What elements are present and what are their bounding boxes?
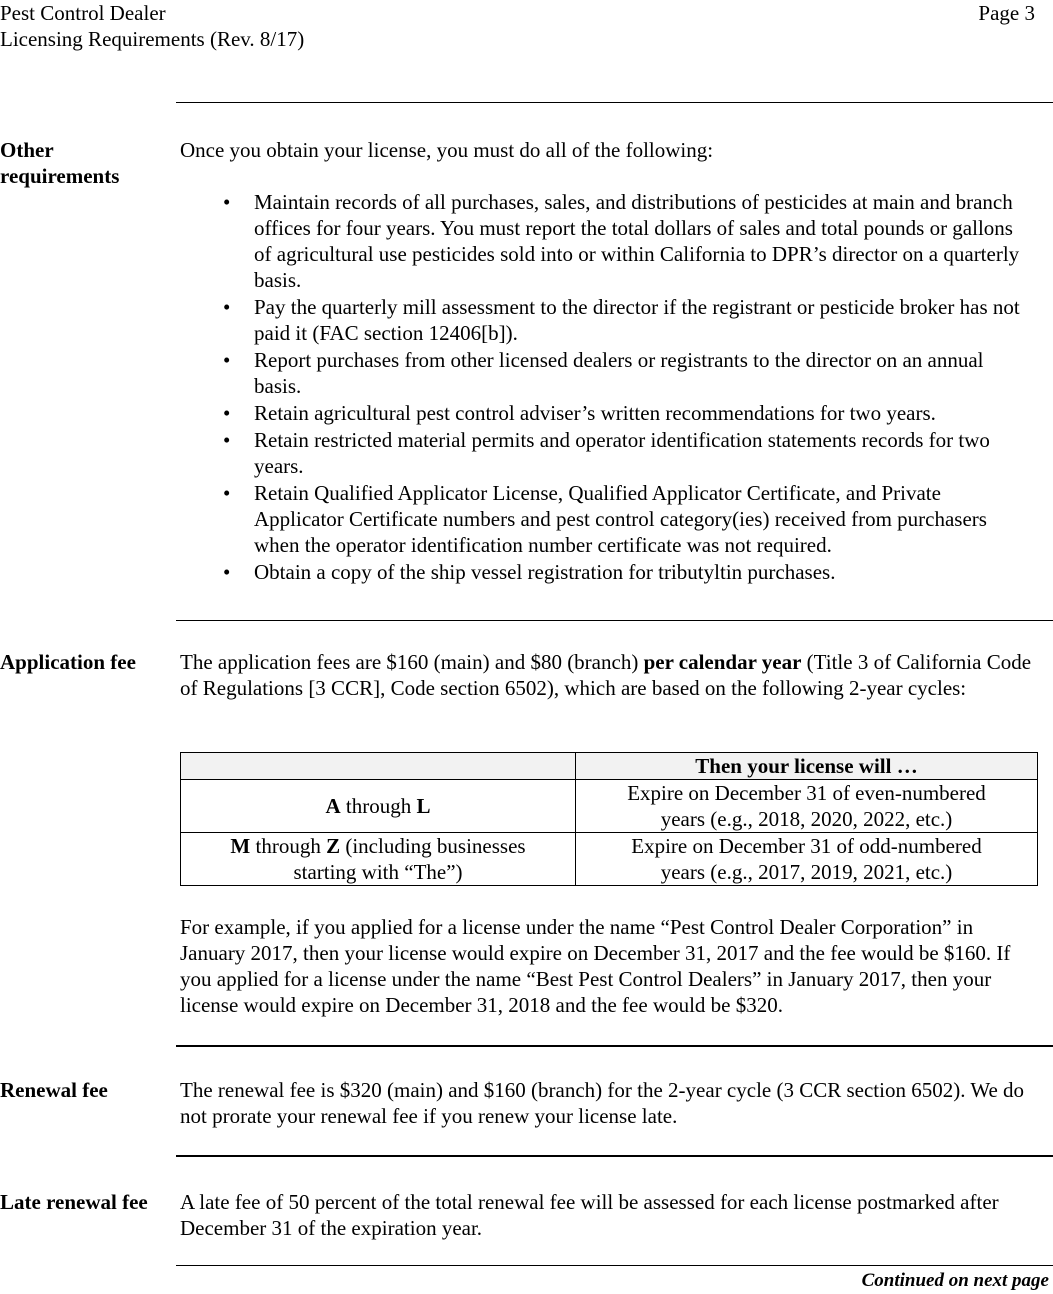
application-fee-paragraph: The application fees are $160 (main) and $80 (branch) per calendar year (Title 3 of California Code of Regulations [3 CCR], Code section 6502), which are based on the following 2-year cycles: — [180, 650, 1032, 700]
list-item: • Pay the quarterly mill assessment to the director if the registrant or pesticide broker has not paid it (FAC section 12406[b]). — [180, 294, 1034, 346]
section-label-renewal-fee: Renewal fee — [0, 1078, 108, 1102]
table-cell: Expire on December 31 of odd-numbered years (e.g., 2017, 2019, 2021, etc.) — [576, 833, 1038, 886]
table-header-row — [181, 753, 1038, 780]
section-application-fee — [180, 649, 1040, 701]
list-item: • Retain restricted material permits and operator identification statements records for two years. — [180, 427, 1034, 479]
section-label-late-renewal-fee: Late renewal fee — [0, 1190, 148, 1214]
document-title: Pest Control Dealer — [0, 1, 166, 25]
license-expiration-table — [180, 752, 1038, 886]
list-item: • Report purchases from other licensed dealers or registrants to the director on an annual basis. — [180, 347, 1034, 399]
application-fee-example: For example, if you applied for a license under the name “Pest Control Dealer Corporation” in January 2017, then your license would expire on December 31, 2017 and the fee would be $160. If you applied for a license under the name “Best Pest Control Dealers” in January 2017, then your license would expire on December 31, 2018 and the fee would be $320. — [180, 915, 1011, 1017]
list-item: • Retain agricultural pest control adviser’s written recommendations for two years. — [180, 400, 1034, 426]
section-divider — [176, 1045, 1053, 1047]
renewal-fee-text: The renewal fee is $320 (main) and $160 (branch) for the 2-year cycle (3 CCR section 6502). We do not prorate your renewal fee if you renew your license late. — [180, 1078, 1025, 1128]
table-cell: A through L — [181, 780, 576, 833]
list-item: • Obtain a copy of the ship vessel registration for tributyltin purchases. — [180, 559, 1034, 585]
section-label-application-fee: Application fee — [0, 650, 136, 674]
page-number: Page 3 — [978, 1, 1035, 25]
section-divider — [176, 1265, 1053, 1266]
emphasis-per-calendar-year: per calendar year — [643, 650, 802, 674]
list-item: • Maintain records of all purchases, sales, and distributions of pesticides at main and branch offices for four years. You must report the total dollars of sales and total pounds or gallons of agricultural use pesticides sold into or within California to DPR’s director on a quarterly basis. — [180, 189, 1034, 293]
table-header-cell: Then your license will … — [576, 753, 1038, 780]
section-label-other-requirements: Other requirements — [0, 138, 120, 188]
page-header — [0, 0, 304, 52]
table-cell: Expire on December 31 of even-numbered years (e.g., 2018, 2020, 2022, etc.) — [576, 780, 1038, 833]
other-requirements-intro: Once you obtain your license, you must do all of the following: — [180, 138, 714, 162]
section-divider — [176, 620, 1053, 621]
table-row — [181, 833, 1038, 886]
late-renewal-fee-text: A late fee of 50 percent of the total renewal fee will be assessed for each license postmarked after December 31 of the expiration year. — [180, 1190, 999, 1240]
list-item: • Retain Qualified Applicator License, Qualified Applicator Certificate, and Private Applicator Certificate numbers and pest control category(ies) received from purchasers when the operator identification number certificate was not required. — [180, 480, 1034, 558]
section-divider — [176, 1155, 1053, 1157]
table-row — [181, 780, 1038, 833]
section-other-requirements — [180, 137, 1040, 586]
continued-note: Continued on next page — [861, 1270, 1049, 1291]
requirements-list — [180, 189, 1040, 585]
document-subtitle: Licensing Requirements (Rev. 8/17) — [0, 27, 305, 51]
section-divider — [176, 102, 1053, 103]
table-header-cell — [181, 753, 576, 780]
table-cell: M through Z (including businesses starting with “The”) — [181, 833, 576, 886]
